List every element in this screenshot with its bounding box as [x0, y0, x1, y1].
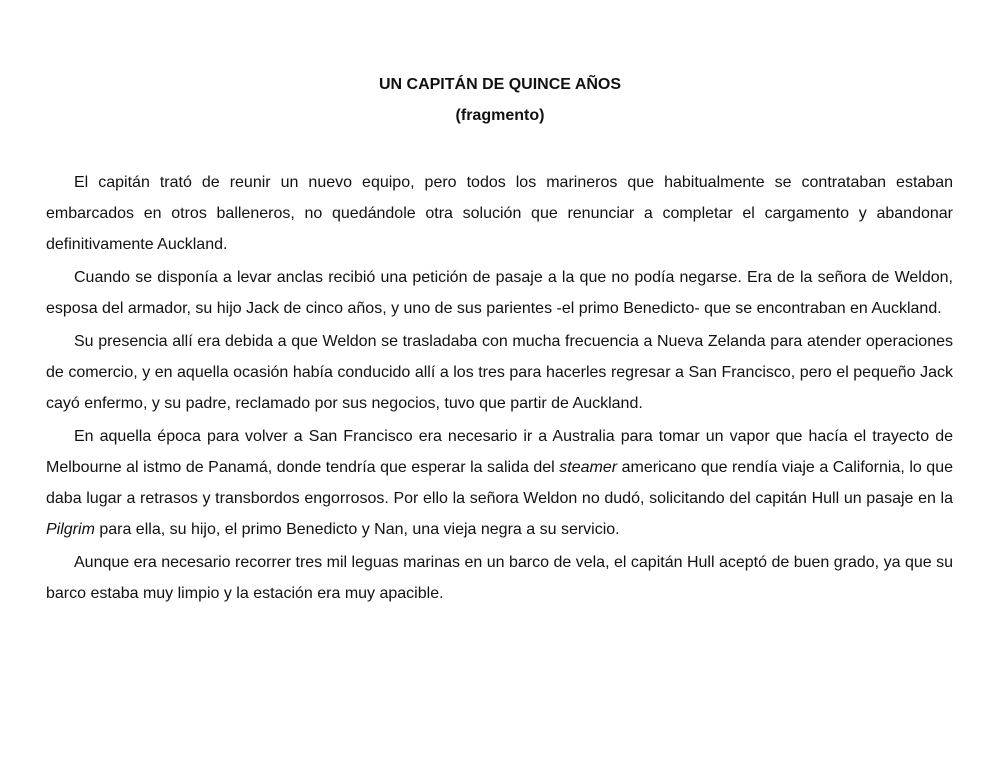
- paragraph-text: El capitán trató de reunir un nuevo equipo, pero todos los marineros que habitualmente se contrataban estaban embarcados en otros balleneros, no quedándole otra solución que renunciar a completar el cargamento y abandonar definitivamente Auckland.: [46, 174, 953, 253]
- paragraph: [46, 262, 953, 324]
- paragraph-text: Aunque era necesario recorrer tres mil leguas marinas en un barco de vela, el capitán Hull aceptó de buen grado, ya que su barco estaba muy limpio y la estación era muy apacible.: [46, 554, 953, 602]
- paragraph: [46, 421, 953, 545]
- document-title: UN CAPITÁN DE QUINCE AÑOS: [378, 76, 622, 93]
- paragraph-text: para ella, su hijo, el primo Benedicto y Nan, una vieja negra a su servicio.: [94, 521, 620, 538]
- italic-text: steamer: [559, 459, 618, 476]
- paragraph: [46, 167, 953, 260]
- italic-text: Pilgrim: [46, 521, 95, 538]
- document-body: [46, 167, 953, 611]
- paragraph-text: Cuando se disponía a levar anclas recibió una petición de pasaje a la que no podía negarse. Era de la señora de Weldon, esposa del armador, su hijo Jack de cinco años, y uno de sus parientes -el primo Benedicto- que se encontraban en Auckland.: [46, 269, 953, 317]
- paragraph-text: Su presencia allí era debida a que Weldon se trasladaba con mucha frecuencia a Nueva Zelanda para atender operaciones de comercio, y en aquella ocasión había conducido allí a los tres para hacerles regresar a San Francisco, pero el pequeño Jack cayó enfermo, y su padre, reclamado por sus negocios, tuvo que partir de Auckland.: [46, 333, 953, 412]
- paragraph-text: En aquella época para volver a San Francisco era necesario ir a Australia para tomar un vapor que hacía el trayecto de Melbourne al istmo de Panamá, donde tendría que esperar la salida del: [46, 428, 953, 476]
- document-subtitle: (fragmento): [455, 107, 545, 124]
- paragraph: [46, 326, 953, 419]
- paragraph-text: americano que rendía viaje a California, lo que daba lugar a retrasos y transbordos engorrosos. Por ello la señora Weldon no dudó, solicitando del capitán Hull un pasaje en la: [46, 459, 953, 507]
- paragraph: [46, 547, 953, 609]
